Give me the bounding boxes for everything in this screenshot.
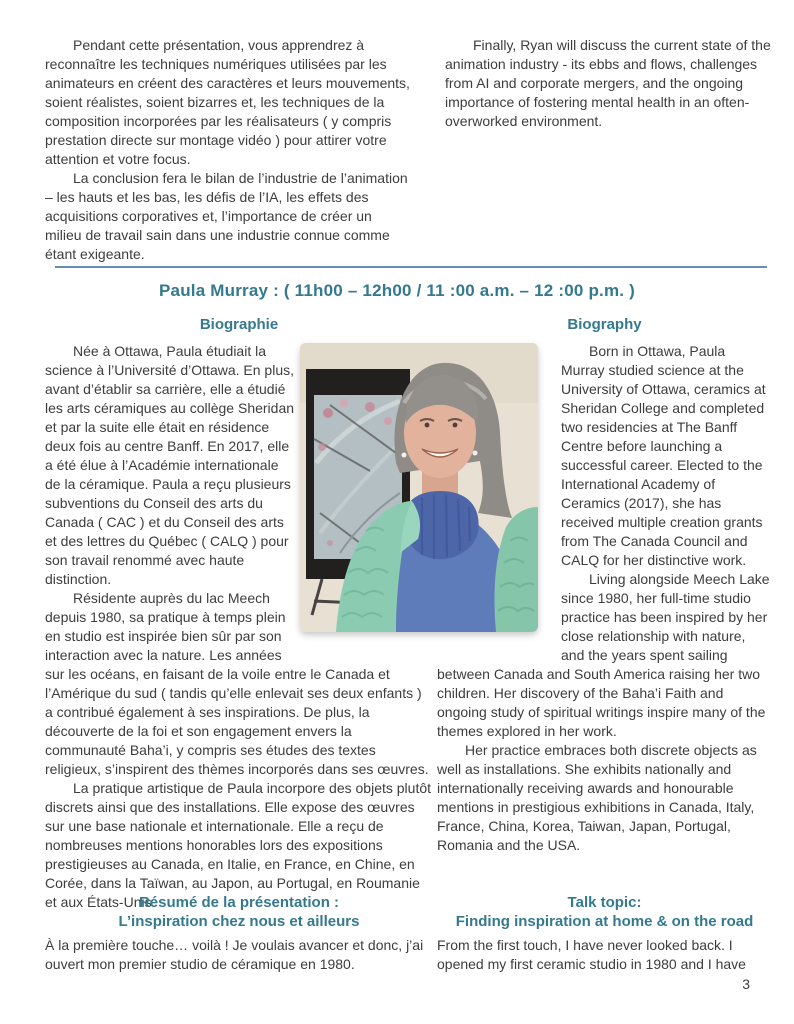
talk-en-paragraph: From the first touch, I have never looked back. I opened my first ceramic studio in 1980 and I have — [437, 937, 746, 972]
bio-fr-paragraph-1: Née à Ottawa, Paula étudiait la science à l’Université d’Ottawa. En plus, avant d’établir sa carrière, elle a étudié les arts céramiques au collège Sheridan et par la suite elle était en résidence deux fois au centre Banff. En 2017, elle a été élue à l’Académie internationale de la céramique. Paula a reçu plusieurs subventions du Conseil des arts du Canada ( CAC ) et du Conseil des arts et des lettres du Québec ( CALQ ) pour son travail renommé avec haute distinction. — [45, 343, 295, 587]
talk-en-heading-line1: Talk topic: — [567, 894, 642, 911]
talk-paragraph-fr-block — [45, 936, 433, 974]
bio-fr-paragraph-2: Résidente auprès du lac Meech depuis 1980, sa pratique à temps plein en studio est inspirée bien sûr par son interaction avec la nature. Les années sur les océans, en faisant de la voile entre le Canada et l’Amérique du sud ( tandis qu’elle enlevait ses deux enfants ) a contribué également à ses inspirations. De plus, la découverte de la foi et son engagement envers la communauté Baha’i, y compris ses études des textes religieux, s’inspirent des thèmes incorporés dans ses œuvres. — [45, 590, 429, 777]
talk-paragraph-en-block — [437, 936, 772, 974]
speaker-photo — [300, 343, 538, 632]
bio-en-paragraph-2: Living alongside Meech Lake since 1980, her full-time studio practice has been inspired by her close relationship with nature, and the years spent sailing between Canada and South America raising her two children. Her discovery of the Baha’i Faith and ongoing study of spiritual writings inspire many of the themes explored in her work. — [437, 571, 770, 739]
biography-heading: Biography — [567, 316, 642, 333]
intro-fr-paragraph-2: La conclusion fera le bilan de l’industrie de l’animation – les hauts et les bas, les défis de l’IA, les effets des acquisitions corporatives et, l’importance de créer un milieu de travail sain dans une industrie connue comme étant exigeante. — [45, 170, 408, 262]
intro-en-paragraph-1: Finally, Ryan will discuss the current state of the animation industry - its ebbs and flows, challenges from AI and corporate mergers, and the ongoing importance of fostering mental health in an often-overworked environment. — [445, 37, 771, 129]
section-divider-line — [55, 266, 767, 268]
bio-en-paragraph-1: Born in Ottawa, Paula Murray studied science at the University of Ottawa, ceramics at Sheridan College and completed two residencies at The Banff Centre before launching a successful career. Elected to the International Academy of Ceramics (2017), she has received multiple creation grants from The Canada Council and CALQ for her distinctive work. — [561, 343, 766, 568]
bio-fr-paragraph-3: La pratique artistique de Paula incorpore des objets plutôt discrets ainsi que des installations. Elle expose des œuvres sur une base nationale et internationale. Elle a reçu de nombreuses mentions honorables lors des expositions prestigieuses au Canada, en Italie, en France, en Chine, en Corée, dans la Taïwan, au Japon, au Portugal, en Roumanie et aux États-Unis. — [45, 780, 432, 910]
talk-topic-heading-en — [437, 893, 772, 931]
talk-en-heading-line2: Finding inspiration at home & on the road — [455, 913, 754, 930]
talk-topic-heading-fr — [45, 893, 433, 931]
talk-fr-heading-line2: L’inspiration chez nous et ailleurs — [118, 913, 360, 930]
intro-fr-paragraph-1: Pendant cette présentation, vous apprendrez à reconnaître les techniques numériques utilisées par les animateurs en créent des caractères et leurs mouvements, soient réalistes, soient bizarres et, les techniques de la composition incorporées par les réalisateurs ( y compris prestation directe sur montage vidéo ) pour attirer votre attention et votre focus. — [45, 37, 410, 167]
session-heading: Paula Murray : ( 11h00 – 12h00 / 11 :00 a.m. – 12 :00 p.m. ) — [159, 281, 635, 300]
biographie-heading: Biographie — [199, 316, 279, 333]
page-number: 3 — [742, 976, 750, 992]
intro-english-column — [445, 36, 775, 131]
intro-french-column — [45, 36, 411, 264]
talk-fr-paragraph: À la première touche… voilà ! Je voulais avancer et donc, j’ai ouvert mon premier studio de céramique en 1980. — [45, 937, 424, 972]
bio-en-paragraph-3: Her practice embraces both discrete objects as well as installations. She exhibits nationally and internationally receiving awards and honourable mentions in prestigious exhibitions in Canada, Italy, France, China, Korea, Taiwan, Japan, Portugal, Romania and the USA. — [437, 742, 757, 853]
talk-fr-heading-line1: Résumé de la présentation : — [138, 894, 340, 911]
